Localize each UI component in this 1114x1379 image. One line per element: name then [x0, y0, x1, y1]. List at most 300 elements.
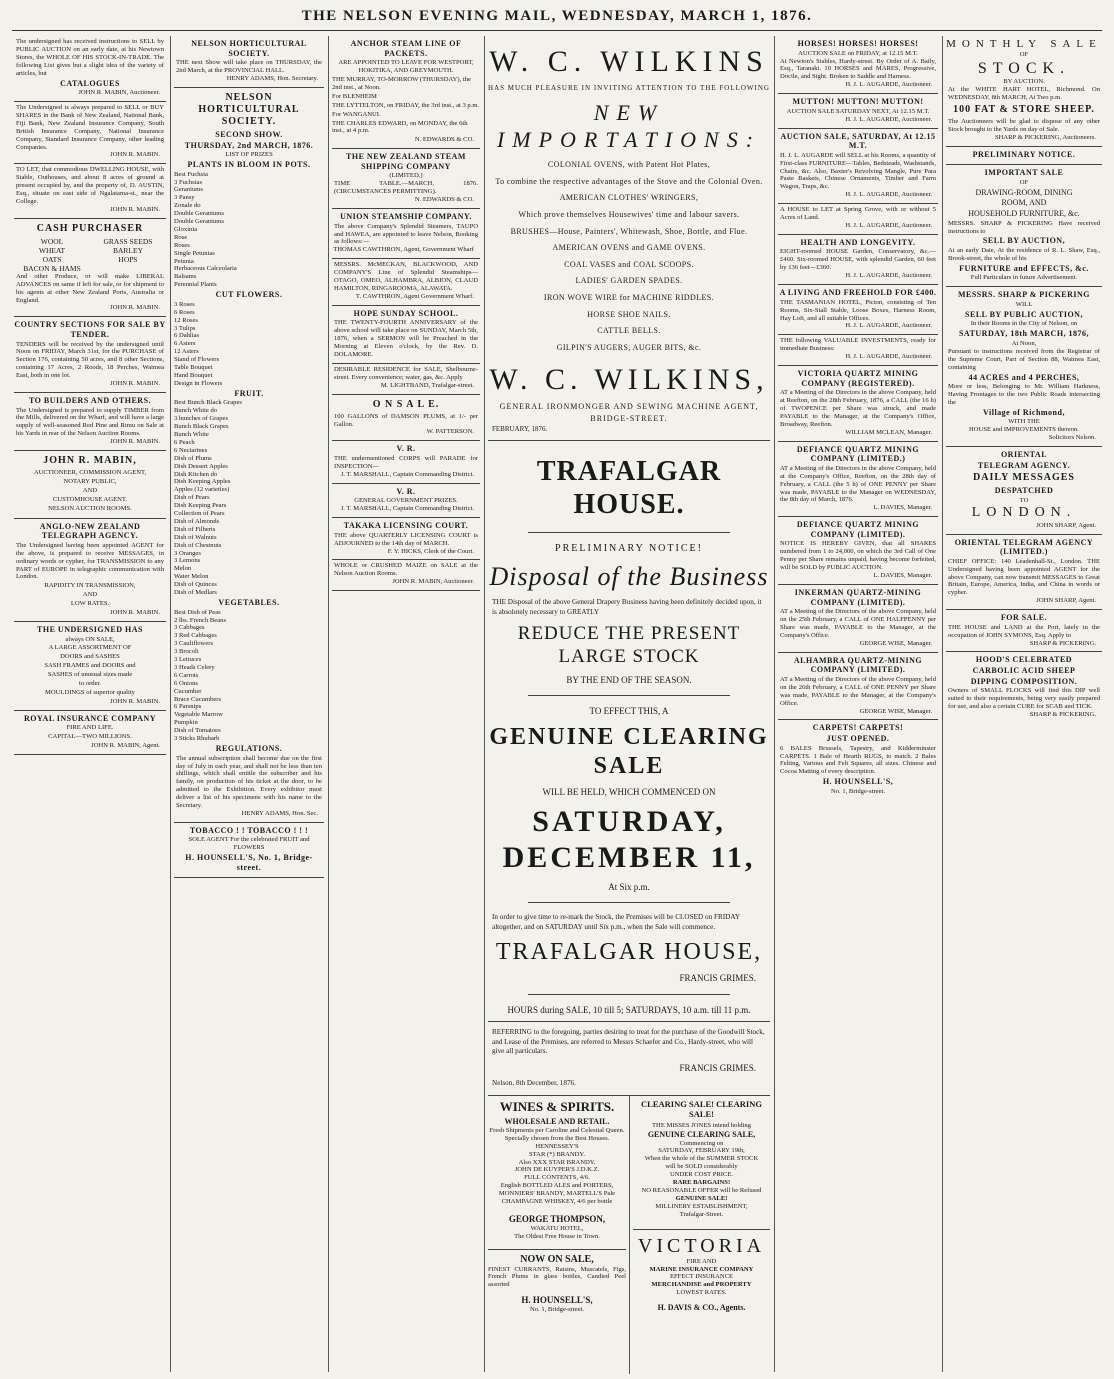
prize-item: Dish Keeping Apples: [174, 478, 231, 486]
ad-cash-purchaser: [14, 219, 166, 318]
prize-list: [174, 399, 324, 597]
ad-heading: O N S A L E.: [372, 398, 440, 410]
wilkins-title-2: W. C. WILKINS,: [489, 363, 769, 397]
ad-subheading: FURNITURE and EFFECTS, &c.: [959, 263, 1089, 273]
ad-signature: H. J. L. AUGARDE, Auctioneer.: [845, 191, 932, 199]
ad-line: JOHN DE KUYPER'S J.D.K.Z.: [514, 1166, 600, 1174]
ad-builders: [14, 393, 166, 451]
prize-item: Dish of Pears: [174, 494, 210, 502]
ad-signature: J. T. MARSHALL, Captain Commanding District.: [340, 470, 474, 478]
ad-preliminary: [946, 147, 1102, 166]
ad-signature: GEORGE WISE, Manager.: [859, 707, 932, 715]
ad-body: FINEST CURRANTS, Raisins, Muscatels, Figs, French Plums in glass bottles, Candied Peel assorted: [488, 1265, 626, 1289]
prize-item: 3 Cauliflowers: [174, 640, 214, 648]
ad-lines: [633, 1140, 770, 1180]
trafalgar-held: WILL BE HELD, WHICH COMMENCED ON: [542, 786, 716, 797]
prize-item: 6 Parsnips: [174, 703, 202, 711]
ad-signature: SHARP & PICKERING, Auctioneers.: [994, 133, 1096, 141]
ad-heading: A LIVING AND FREEHOLD FOR £400.: [779, 288, 937, 298]
ad-oriental-daily: [946, 447, 1102, 534]
ad-subheading: (LIMITED.): [389, 172, 423, 180]
ad-heading: DEFIANCE QUARTZ MINING COMPANY (LIMITED).: [796, 520, 920, 539]
prize-item: Dish of Almonds: [174, 517, 220, 525]
ad-residence: [332, 364, 480, 395]
ad-line: Specially chosen from the Best Houses.: [504, 1134, 610, 1142]
ad-signature: N. EDWARDS & CO.: [414, 136, 474, 144]
ad-signature: M. LIGHTBAND, Trafalgar-street.: [380, 381, 474, 389]
ad-signature: N. EDWARDS & CO.: [414, 196, 474, 204]
ad-body: MESSRS. SHARP & PICKERING Have received instructions to: [948, 219, 1100, 235]
ad-heading: NELSON HORTICULTURAL SOCIETY.: [198, 91, 300, 127]
ad-royal-insurance: [14, 711, 166, 755]
trafalgar-para: REFERRING to the foregoing, parties desiring to treat for the purchase of the Goodwill Stock, and Lease of the Premises, are referred to Messrs Schaefer and Co., Hardy-street, who will give all particulars.: [492, 1028, 765, 1056]
ad-subheading: BY AUCTION.: [1003, 78, 1045, 86]
wilkins-item: CATTLE BELLS.: [597, 326, 661, 336]
wilkins-item: To combine the respective advantages of the Stove and the Colonial Oven.: [495, 176, 763, 186]
ad-signature: SHARP & PICKERING.: [1029, 639, 1096, 647]
ad-stock-sale: [14, 36, 166, 102]
ad-body: And other Produce, or will make LIBERAL ADVANCES on same if left for sale, or for shipment to his agents at other New Zealand Ports, Australia or England.: [16, 272, 164, 304]
prize-item: Stand of Flowers: [174, 356, 220, 364]
ad-subheading: AUCTION SALE SATURDAY NEXT, At 12.15 M.T.: [786, 107, 930, 115]
column-6: [946, 36, 1102, 1374]
prize-item: 6 Peach: [174, 438, 195, 446]
ad-heading: MUTTON! MUTTON! MUTTON!: [792, 97, 924, 107]
ad-heading: V. R.: [396, 486, 416, 496]
wilkins-item: IRON WOVE WIRE for MACHINE RIDDLES.: [543, 292, 715, 302]
prize-item: Design in Flowers: [174, 379, 223, 387]
column-divider: [328, 36, 329, 1372]
ad-heading: FOR SALE.: [1000, 613, 1048, 623]
ad-body: THE following VALUABLE INVESTMENTS, ready for immediate Business:: [780, 337, 936, 353]
ad-line: SATURDAY, FEBRUARY 19th,: [658, 1147, 745, 1155]
ad-body: AT a Meeting of the Directors in the above Company, held at the Company's Office, Reefton, on the 28th day of February, a CALL (the 5 h) of ONE PENNY per Share was made, PAYABLE to the Manager on WEDNESDAY, the 8th day of March, 1876.: [780, 464, 936, 504]
wilkins-item: COAL VASES and COAL SCOOPS.: [564, 259, 694, 269]
prize-item: 2 lbs. French Beans: [174, 616, 227, 624]
ad-body: The annual subscription shall become due on the first day of July in each year, and shall not be less than ten shillings, which shall entitle the subscriber and his family, on production of his ticket at the door, to be admitted to the Exhibition. Every exhibitor must deliver a list of his specimens with his name to the Secretary.: [176, 754, 322, 810]
prize-item: Apples (12 varieties): [174, 486, 230, 494]
ad-body: The Undersigned is always prepared to SELL or BUY SHARES in the Bank of New Zealand, National Bank, Fiji Bank, New Zealand Insurance Company, South British Insurance Company, National Insurance Company, Standard Insurance Company, other leading Companies.: [16, 104, 164, 151]
ad-heading: LONDON.: [971, 504, 1077, 520]
rule: [488, 1021, 770, 1022]
ad-signature: H. DAVIS & CO., Agents.: [657, 1303, 746, 1313]
ad-connector: WITH THE: [1008, 418, 1040, 426]
section-heading: PLANTS IN BLOOM IN POTS.: [187, 160, 311, 169]
ad-heading: AUCTION SALE, SATURDAY, At 12.15 M.T.: [780, 131, 936, 151]
ad-subheading: FIRE AND: [686, 1257, 717, 1265]
prize-item: Perennial Plants: [174, 281, 217, 289]
ad-line: STAR (*) BRANDY.: [529, 1150, 585, 1158]
ad-body: AT a Meeting of the Directors of the above Company, held on the 25th February, a CALL of ONE HALFPENNY per Share was made, PAYABLE to the Manager, at the Company's Office.: [780, 608, 936, 639]
prize-item: Rose: [174, 233, 188, 241]
ad-body: THE undermentioned CORPS will PARADE for INSPECTION—: [334, 454, 478, 470]
prize-item: Double Geraniums: [174, 218, 224, 226]
trafalgar-hours: HOURS during SALE, 10 till 5; SATURDAYS, 10 a.m. till 11 p.m.: [507, 1004, 751, 1015]
prize-item: 3 Fuchsias: [174, 178, 203, 186]
ad-signature: H. J. L. AUGARDE, Auctioneer.: [845, 221, 932, 229]
trafalgar-title: TRAFALGAR HOUSE.: [536, 455, 722, 521]
ad-heading: NELSON HORTICULTURAL SOCIETY.: [191, 39, 307, 58]
ad-lines: [14, 582, 166, 608]
ad-body: NO REASONABLE OFFER will be Refused: [641, 1187, 762, 1194]
column-divider: [484, 36, 485, 1372]
prize-item: 3 Oranges: [174, 549, 201, 557]
prize-item: Best Bunch Black Grapes: [174, 399, 242, 407]
ad-heading: NOW ON SALE,: [488, 1249, 626, 1266]
trafalgar-genuine: GENUINE CLEARING SALE: [489, 724, 769, 779]
wilkins-address: BRIDGE-STREET.: [590, 413, 668, 423]
ad-signature: H. J. L. AUGARDE, Auctioneer.: [845, 81, 932, 89]
ad-body: EIGHT-roomed HOUSE Garden, Conservatory, &c.—£460. Six-roomed HOUSE, with splendid Garden, 60 feet by 136 feet—£360.: [780, 248, 936, 272]
ad-signature: JOHN R. MABIN.: [110, 609, 160, 617]
center-bottom: [488, 1095, 770, 1374]
ad-body: LOWEST RATES.: [676, 1289, 727, 1297]
prize-item: Bunch White do: [174, 407, 218, 415]
ad-signature: W. PATTERSON.: [426, 428, 474, 436]
ad-body: DESIRABLE RESIDENCE for SALE, Shelbourne-street. Every convenience; water, gas, &c. Apply: [334, 365, 478, 381]
trafalgar-title-2: TRAFALGAR HOUSE,: [495, 939, 763, 966]
ad-line: THE LYTTELTON, on FRIDAY, the 3rd inst., at 3 p.m.: [332, 101, 480, 109]
ad-alhambra: [778, 653, 938, 721]
ad-country-sections: [14, 317, 166, 393]
ad-signature: JOHN R. MABIN, Auctioneer.: [78, 89, 160, 97]
ad-line: NELSON AUCTION ROOMS.: [48, 504, 132, 512]
center-block: [488, 36, 770, 1374]
ad-line: When the whole of the SUMMER STOCK: [644, 1155, 759, 1163]
prize-item: Best Dish of Peas: [174, 608, 221, 616]
ad-line: A LARGE ASSORTMENT OF: [48, 644, 132, 652]
ad-wines: [488, 1096, 626, 1314]
ad-body: At the WHITE HART HOTEL, Richmond. On WEDNESDAY, 8th MARCH, At Two p.m.: [948, 86, 1100, 102]
prize-item: Double Geraniums: [174, 210, 224, 218]
prize-item: 6 Asters: [174, 340, 196, 348]
ad-body: GENUINE SALE!: [675, 1194, 728, 1202]
ad-signature: JOHN R. MABIN, Agent.: [91, 742, 160, 750]
rule: [528, 994, 730, 995]
masthead-rule: [12, 30, 1102, 31]
ad-important-sale: [946, 165, 1102, 287]
ad-line: MONNIERS' BRANDY, MARTELL'S Pale: [498, 1190, 616, 1198]
ad-hoods-dip: [946, 652, 1102, 722]
ad-line: FIRE AND LIFE.: [66, 724, 114, 732]
ad-body: RARE BARGAINS!: [672, 1179, 731, 1187]
ad-heading: UNION STEAMSHIP COMPANY.: [340, 212, 472, 222]
prize-item: Dish of Plums: [174, 454, 212, 462]
ad-signature: L. DAVIES, Manager.: [873, 572, 932, 580]
ad-body: The Undersigned is prepared to supply TIMBER from the Mills, delivered on the Wharf, and will have a large supply of well-seasoned Red Pine and Rimu on Sale at his Yards in rear of the Nelson Auction Rooms.: [16, 406, 164, 438]
ad-heading: CASH PURCHASER: [36, 222, 144, 234]
ad-body: More or less, Belonging to Mr. William Harkness, Having Frontages to the two Public Roads intersecting the: [948, 383, 1100, 406]
ad-subheading: SECOND SHOW.: [215, 129, 283, 139]
ad-line: THE MURRAY, TO-MORROW (THURSDAY), the 2nd inst., at Noon.: [332, 76, 471, 91]
column-5: [778, 36, 938, 1374]
ad-body: In their Rooms in the City of Nelson, on: [970, 320, 1078, 328]
ad-heading: MONTHLY SALE: [946, 38, 1102, 50]
ad-address: No. 1, Bridge-street.: [529, 1306, 585, 1314]
ad-connector: WILL: [1015, 300, 1033, 308]
ad-horticultural-show: [174, 88, 324, 823]
prize-item: Bunch Black Grapes: [174, 423, 229, 431]
ad-body: NOTICE IS HEREBY GIVEN, that all SHARES numbered from 1 to 24,000, on which the 3rd Call of One Penny per Share remains unpaid, having become forfeited, will be SOLD by PUBLIC AUCTION.: [780, 540, 936, 572]
ad-signature: H. HOUNSELL'S,: [822, 777, 894, 787]
wilkins-item: BRUSHES—House, Painters', Whitewash, Shoe, Bottle, and Flue.: [510, 226, 748, 236]
produce-item: HOPS: [118, 254, 138, 264]
prize-item: 6 Carrots: [174, 671, 199, 679]
wilkins-item: AMERICAN OVENS and GAME OVENS.: [552, 243, 706, 253]
ad-subheading: JUST OPENED.: [826, 734, 890, 744]
ad-mutton: [778, 94, 938, 128]
ad-body: ARE APPOINTED TO LEAVE FOR WESTPORT, HOKITIKA, AND GREYMOUTH.: [338, 59, 474, 75]
ad-line: Commencing on: [679, 1139, 724, 1147]
prize-item: Vegetable Marrow: [174, 711, 223, 719]
wilkins-item-list: [488, 160, 770, 352]
ad-body: MERCHANDISE and PROPERTY: [651, 1281, 752, 1289]
prize-item: 6 Roses: [174, 308, 195, 316]
trafalgar-owner: FRANCIS GRIMES.: [679, 972, 756, 983]
ad-line: SASHES of unusual sizes made: [47, 671, 133, 679]
ad-heading: ORIENTAL: [1000, 450, 1048, 460]
ad-heading: WINES & SPIRITS.: [499, 1098, 615, 1114]
ad-vr-parade: [332, 441, 480, 483]
trafalgar-signature: FRANCIS GRIMES.: [679, 1062, 756, 1073]
wilkins-intro: HAS MUCH PLEASURE IN INVITING ATTENTION TO THE FOLLOWING: [488, 84, 770, 92]
prize-item: Dish of Quinces: [174, 581, 217, 589]
ad-item: 100 FAT & STORE SHEEP.: [953, 104, 1095, 115]
trafalgar-time: At Six p.m.: [608, 881, 650, 892]
prize-item: Hand Bouquet: [174, 371, 213, 379]
prize-item: Balsams: [174, 273, 197, 281]
section-heading: VEGETABLES.: [218, 598, 280, 607]
prize-item: Cucumber: [174, 687, 202, 695]
ad-signature: T. CAWTHRON, Agent Government Wharf.: [355, 292, 474, 300]
section-heading: REGULATIONS.: [215, 744, 283, 753]
ad-subheading: MARINE INSURANCE COMPANY: [649, 1265, 754, 1273]
ad-subheading: WHOLESALE AND RETAIL.: [504, 1117, 610, 1127]
column-3: [332, 36, 480, 1374]
prize-item: Dish of Filberts: [174, 525, 216, 533]
prize-item: Herbaceous Calceolaria: [174, 265, 237, 273]
ad-line: AND: [82, 486, 98, 494]
prize-item: Dish of Tomatoes: [174, 727, 221, 735]
ad-signature: L. DAVIES, Manager.: [873, 504, 932, 512]
ad-line: CUSTOMHOUSE AGENT.: [52, 495, 128, 503]
prize-item: Dish Keeping Pears: [174, 502, 227, 510]
ad-heading: VICTORIA QUARTZ MINING COMPANY (REGISTERED).: [797, 369, 919, 388]
ad-subheading: GENERAL GOVERNMENT PRIZES.: [354, 497, 458, 505]
ad-lines: [946, 188, 1102, 219]
column-divider: [942, 36, 943, 1372]
ad-heading: TO BUILDERS AND OTHERS.: [28, 395, 152, 405]
wilkins-title: W. C. WILKINS: [489, 45, 769, 78]
ad-body: AT a Meeting of the Directors of the above Company, held on the 26th February, a CALL of ONE PENNY per Share was made, PAYABLE to the Manager, at the Company's Office.: [780, 675, 936, 707]
ad-signature: JOHN SHARP, Agent.: [1036, 521, 1096, 529]
section-heading: CUT FLOWERS.: [215, 290, 283, 300]
ad-line: SASH FRAMES and DOORS and: [44, 662, 136, 670]
ad-signature: JOHN R. MABIN.: [110, 151, 160, 159]
prize-item: Roses: [174, 241, 190, 249]
ad-body: At an early Date, At the residence of R. L. Shaw, Esq., Brook-street, the whole of his: [948, 247, 1100, 262]
ad-signature: JOHN R. MABIN.: [110, 380, 160, 388]
prize-item: 3 Lettuces: [174, 656, 202, 664]
prize-item: Dish Kitchen do: [174, 470, 218, 478]
prize-item: Best Fuchsia: [174, 170, 208, 178]
prize-list: [174, 609, 324, 743]
ad-victoria-quartz: [778, 366, 938, 442]
ad-signature: J. T. MARSHALL, Captain Commanding District.: [340, 505, 474, 513]
ad-heading: ANCHOR STEAM LINE OF PACKETS.: [350, 39, 462, 58]
ad-body: The Oldest Free House in Town.: [514, 1232, 600, 1240]
wilkins-item: Which prove themselves Housewives' time and labour savers.: [518, 209, 740, 219]
wilkins-item: AMERICAN CLOTHES' WRINGERS,: [559, 193, 699, 203]
prize-item: Dish of Medlars: [174, 589, 217, 597]
ad-line: English BOTTLED ALES and PORTERS,: [500, 1182, 614, 1190]
ad-line: always ON SALE,: [65, 635, 115, 643]
prize-item: Water Melon: [174, 573, 209, 581]
section-heading: FRUIT.: [234, 388, 264, 398]
ad-signature: JOHN SHARP, Agent.: [1036, 597, 1096, 605]
prize-item: Dish Dessert Apples: [174, 462, 228, 470]
ad-body: SOLE AGENT For the celebrated FRUIT and FLOWERS: [188, 836, 310, 852]
ad-doors-sashes: [14, 622, 166, 711]
prize-item: 3 Tulips: [174, 324, 196, 332]
ad-line: MOULDINGS of superior quality: [45, 689, 135, 696]
prize-item: Gloxinia: [174, 225, 198, 233]
ad-signature: JOHN R. MABIN.: [110, 438, 160, 446]
ad-shares: [14, 102, 166, 164]
trafalgar-end: BY THE END OF THE SEASON.: [566, 674, 692, 685]
ad-line: UNDER COST PRICE.: [669, 1171, 734, 1179]
ad-subheading: Village of Richmond,: [983, 407, 1065, 417]
ad-body: THE HOUSE and LAND at the Port, lately in the occupation of JOHN SYMONS, Esq. Apply to: [948, 623, 1100, 639]
ad-signature: H. HOUNSELL'S, No. 1, Bridge-street.: [185, 853, 313, 872]
ad-body: Full Particulars in future Advertisement.: [970, 274, 1078, 282]
produce-item: WHEAT: [38, 245, 66, 255]
ad-body: THE TASMANIAN HOTEL, Picton, consisting of Ten Rooms, Six-Stall Stable, Loose Boxes, Harness Room, Hay Loft, and all suitable Offices.: [780, 298, 936, 322]
ad-tobacco: [174, 823, 324, 879]
ad-line: DRAWING-ROOM, DINING: [975, 187, 1073, 197]
ad-line: DOORS and SASHES: [60, 653, 120, 661]
ad-lines: [14, 469, 166, 513]
ad-line: THE CHARLES EDWARD, on MONDAY, the 6th inst., at 4 p.m.: [332, 119, 468, 135]
ad-body: The Undersigned having been appointed AGENT for the above, is prepared to receive MESSAGES, in ordinary words or cypher, for TRANSMISSION to any PART of EUROPE in telegraphic communication with London.: [16, 541, 164, 581]
ad-subheading: AUCTION SALE on FRIDAY, at 12.15 M.T.: [798, 49, 918, 57]
prize-item: Geraniums: [174, 186, 203, 194]
ad-heading: VICTORIA: [633, 1229, 770, 1258]
ad-body: At Newton's Stables, Hardy-street. By Order of A. Baily, Esq., Taranaki. 10 HORSES and MARES, Progressive, Docile, and Sight. Broken to Saddle and Harness.: [780, 57, 936, 81]
ad-line: RAPIDITY IN TRANSMISSION,: [44, 582, 136, 590]
ad-body: The undersigned has received instructions to SELL by PUBLIC AUCTION on an early date, at his Newtown Stores, the WHOLE OF HIS STOCK-IN-TRADE. The following List gives but a slight idea of the variety of articles, but: [16, 38, 164, 77]
wilkins-role: GENERAL IRONMONGER AND SEWING MACHINE AGENT,: [499, 402, 759, 412]
ad-maize: [332, 560, 480, 591]
ad-oriental-limited: [946, 535, 1102, 611]
ad-heading: CATALOGUES: [60, 78, 120, 88]
ad-for-sale: [946, 610, 1102, 652]
ad-signature: H. J. L. AUGARDE, Auctioneer.: [845, 353, 932, 361]
ad-signature: F. Y. HICKS, Clerk of the Court.: [387, 547, 474, 555]
ad-heading: ALHAMBRA QUARTZ-MINING COMPANY (LIMITED).: [793, 655, 923, 675]
wilkins-item: LADIES' GARDEN SPADES.: [575, 276, 683, 286]
prize-item: Zonale do: [174, 202, 201, 210]
ad-connector: OF: [1019, 178, 1029, 186]
ad-body: WHOLE or CRUSHED MAIZE on SALE at the Nelson Auction Rooms.: [334, 562, 478, 578]
ad-heading: TOBACCO ! ! TOBACCO ! ! !: [189, 825, 309, 835]
prize-item: Dish of Chestnuts: [174, 541, 222, 549]
ad-lines: [14, 636, 166, 697]
ad-house-to-let: [778, 204, 938, 235]
ad-heading: CLEARING SALE! CLEARING SALE!: [641, 1098, 762, 1119]
prize-item: Table Bouquet: [174, 364, 213, 372]
ad-heading: CARPETS! CARPETS!: [812, 723, 904, 733]
trafalgar-notice: PRELIMINARY NOTICE!: [555, 543, 703, 555]
prize-item: 3 Sticks Rhubarb: [174, 735, 220, 743]
wilkins-item: HORSE SHOE NAILS.: [587, 309, 671, 319]
prize-item: 3 Heads Celery: [174, 663, 215, 671]
prize-item: 3 Roses: [174, 300, 195, 308]
ad-defiance-2: [778, 517, 938, 585]
ad-heading: DEFIANCE QUARTZ MINING COMPANY (LIMITED.): [796, 444, 920, 464]
trafalgar-reduce: REDUCE THE PRESENT LARGE STOCK: [517, 622, 741, 667]
ad-body: THE TWENTY-FOURTH ANNIVERSARY of the above school will take place on SUNDAY, March 5th, 1876, when a SERMON will be Preached in the Morning at Eleven o'clock, by the Rev. D. DOLAMORE.: [334, 319, 478, 359]
ad-line: CAPITAL—TWO MILLIONS.: [48, 733, 132, 741]
ad-lines: [14, 724, 166, 741]
ad-signature: JOHN R. MABIN.: [110, 205, 160, 213]
prize-item: Brace Cucumbers: [174, 695, 222, 703]
ad-time: At Noon,: [1011, 339, 1037, 347]
ad-subheading: DAILY MESSAGES: [973, 472, 1075, 484]
produce-item: GRASS SEEDS: [103, 236, 153, 246]
prize-item: 3 Pansy: [174, 194, 195, 202]
column-divider: [629, 1096, 630, 1374]
ad-heading: ORIENTAL TELEGRAM AGENCY (LIMITED.): [954, 537, 1094, 557]
ad-carpets: [778, 720, 938, 799]
ad-line: For BLENHEIM: [332, 92, 377, 100]
rule: [528, 902, 730, 903]
ad-heading: TELEGRAM AGENCY.: [977, 460, 1071, 470]
ad-line: LOW RATES.: [70, 600, 110, 608]
ad-signature: H. J. L. AUGARDE, Auctioneer.: [845, 322, 932, 330]
prize-item: 3 Red Cabbages: [174, 632, 217, 640]
ad-horses: [778, 36, 938, 94]
trafalgar-date: SATURDAY, DECEMBER 11,: [502, 804, 756, 874]
ad-address: No. 1, Bridge-street.: [830, 787, 886, 795]
ad-heading: INKERMAN QUARTZ-MINING COMPANY (LIMITED).: [794, 588, 922, 607]
ad-heading: HOPE SUNDAY SCHOOL.: [353, 308, 459, 318]
prize-item: Petunia: [174, 257, 194, 265]
wilkins-date: FEBRUARY, 1876.: [492, 425, 548, 434]
ad-signature: Solicitors Nelson.: [1048, 434, 1096, 442]
ad-public-auction: [946, 287, 1102, 447]
ad-investments: [778, 335, 938, 366]
ad-body: 6 BALES Brussels, Tapestry, and Kidderminster CARPETS. 1 Bale of Hearth RUGS, to match. 2 Bales Felting, Various and Felt Squares, all sizes. Chinese and Cocoa Matting of every description.: [780, 744, 936, 776]
ad-line: will be SOLD considerably: [665, 1163, 738, 1171]
column-divider: [170, 36, 171, 1372]
ad-heading: HOOD'S CELEBRATED: [975, 655, 1073, 665]
column-2: [174, 36, 324, 1374]
ad-line: AUCTIONEER, COMMISSION AGENT,: [33, 469, 147, 477]
prize-item: 6 Nectarines: [174, 446, 208, 454]
ad-signature: H. J. L. AUGARDE, Auctioneer.: [845, 272, 932, 280]
trafalgar-dateline: Nelson, 8th December, 1876.: [492, 1079, 576, 1088]
ad-heading: CARBOLIC ACID SHEEP: [972, 666, 1076, 676]
ad-body: THE MISSES JONES intend holding: [652, 1122, 751, 1130]
ad-date: THURSDAY, 2nd MARCH, 1876.: [184, 140, 314, 150]
ad-signature: JOHN R. MABIN.: [110, 304, 160, 312]
ad-heading: HORSES! HORSES! HORSES!: [797, 39, 919, 48]
ad-body: The above Company's Splendid Steamers, TAUPO and HAWEA, are appointed to leave Nelson, Booking as follows:—: [334, 222, 478, 246]
ad-signature: JOHN R. MABIN, Auctioneer.: [392, 578, 474, 586]
wilkins-subtitle: NEW IMPORTATIONS:: [496, 100, 762, 152]
ad-body: H. J. L. AUGARDE will SELL at his Rooms, a quantity of First-class FURNITURE—Tables, Bedsteads, Washstands, Chairs, &c. Also, Baxter's Revolving Mangle, Pure Para Paste Baskets, Chinese Ornaments, Timber and Farm Wagon, Traps, &c.: [780, 151, 936, 191]
